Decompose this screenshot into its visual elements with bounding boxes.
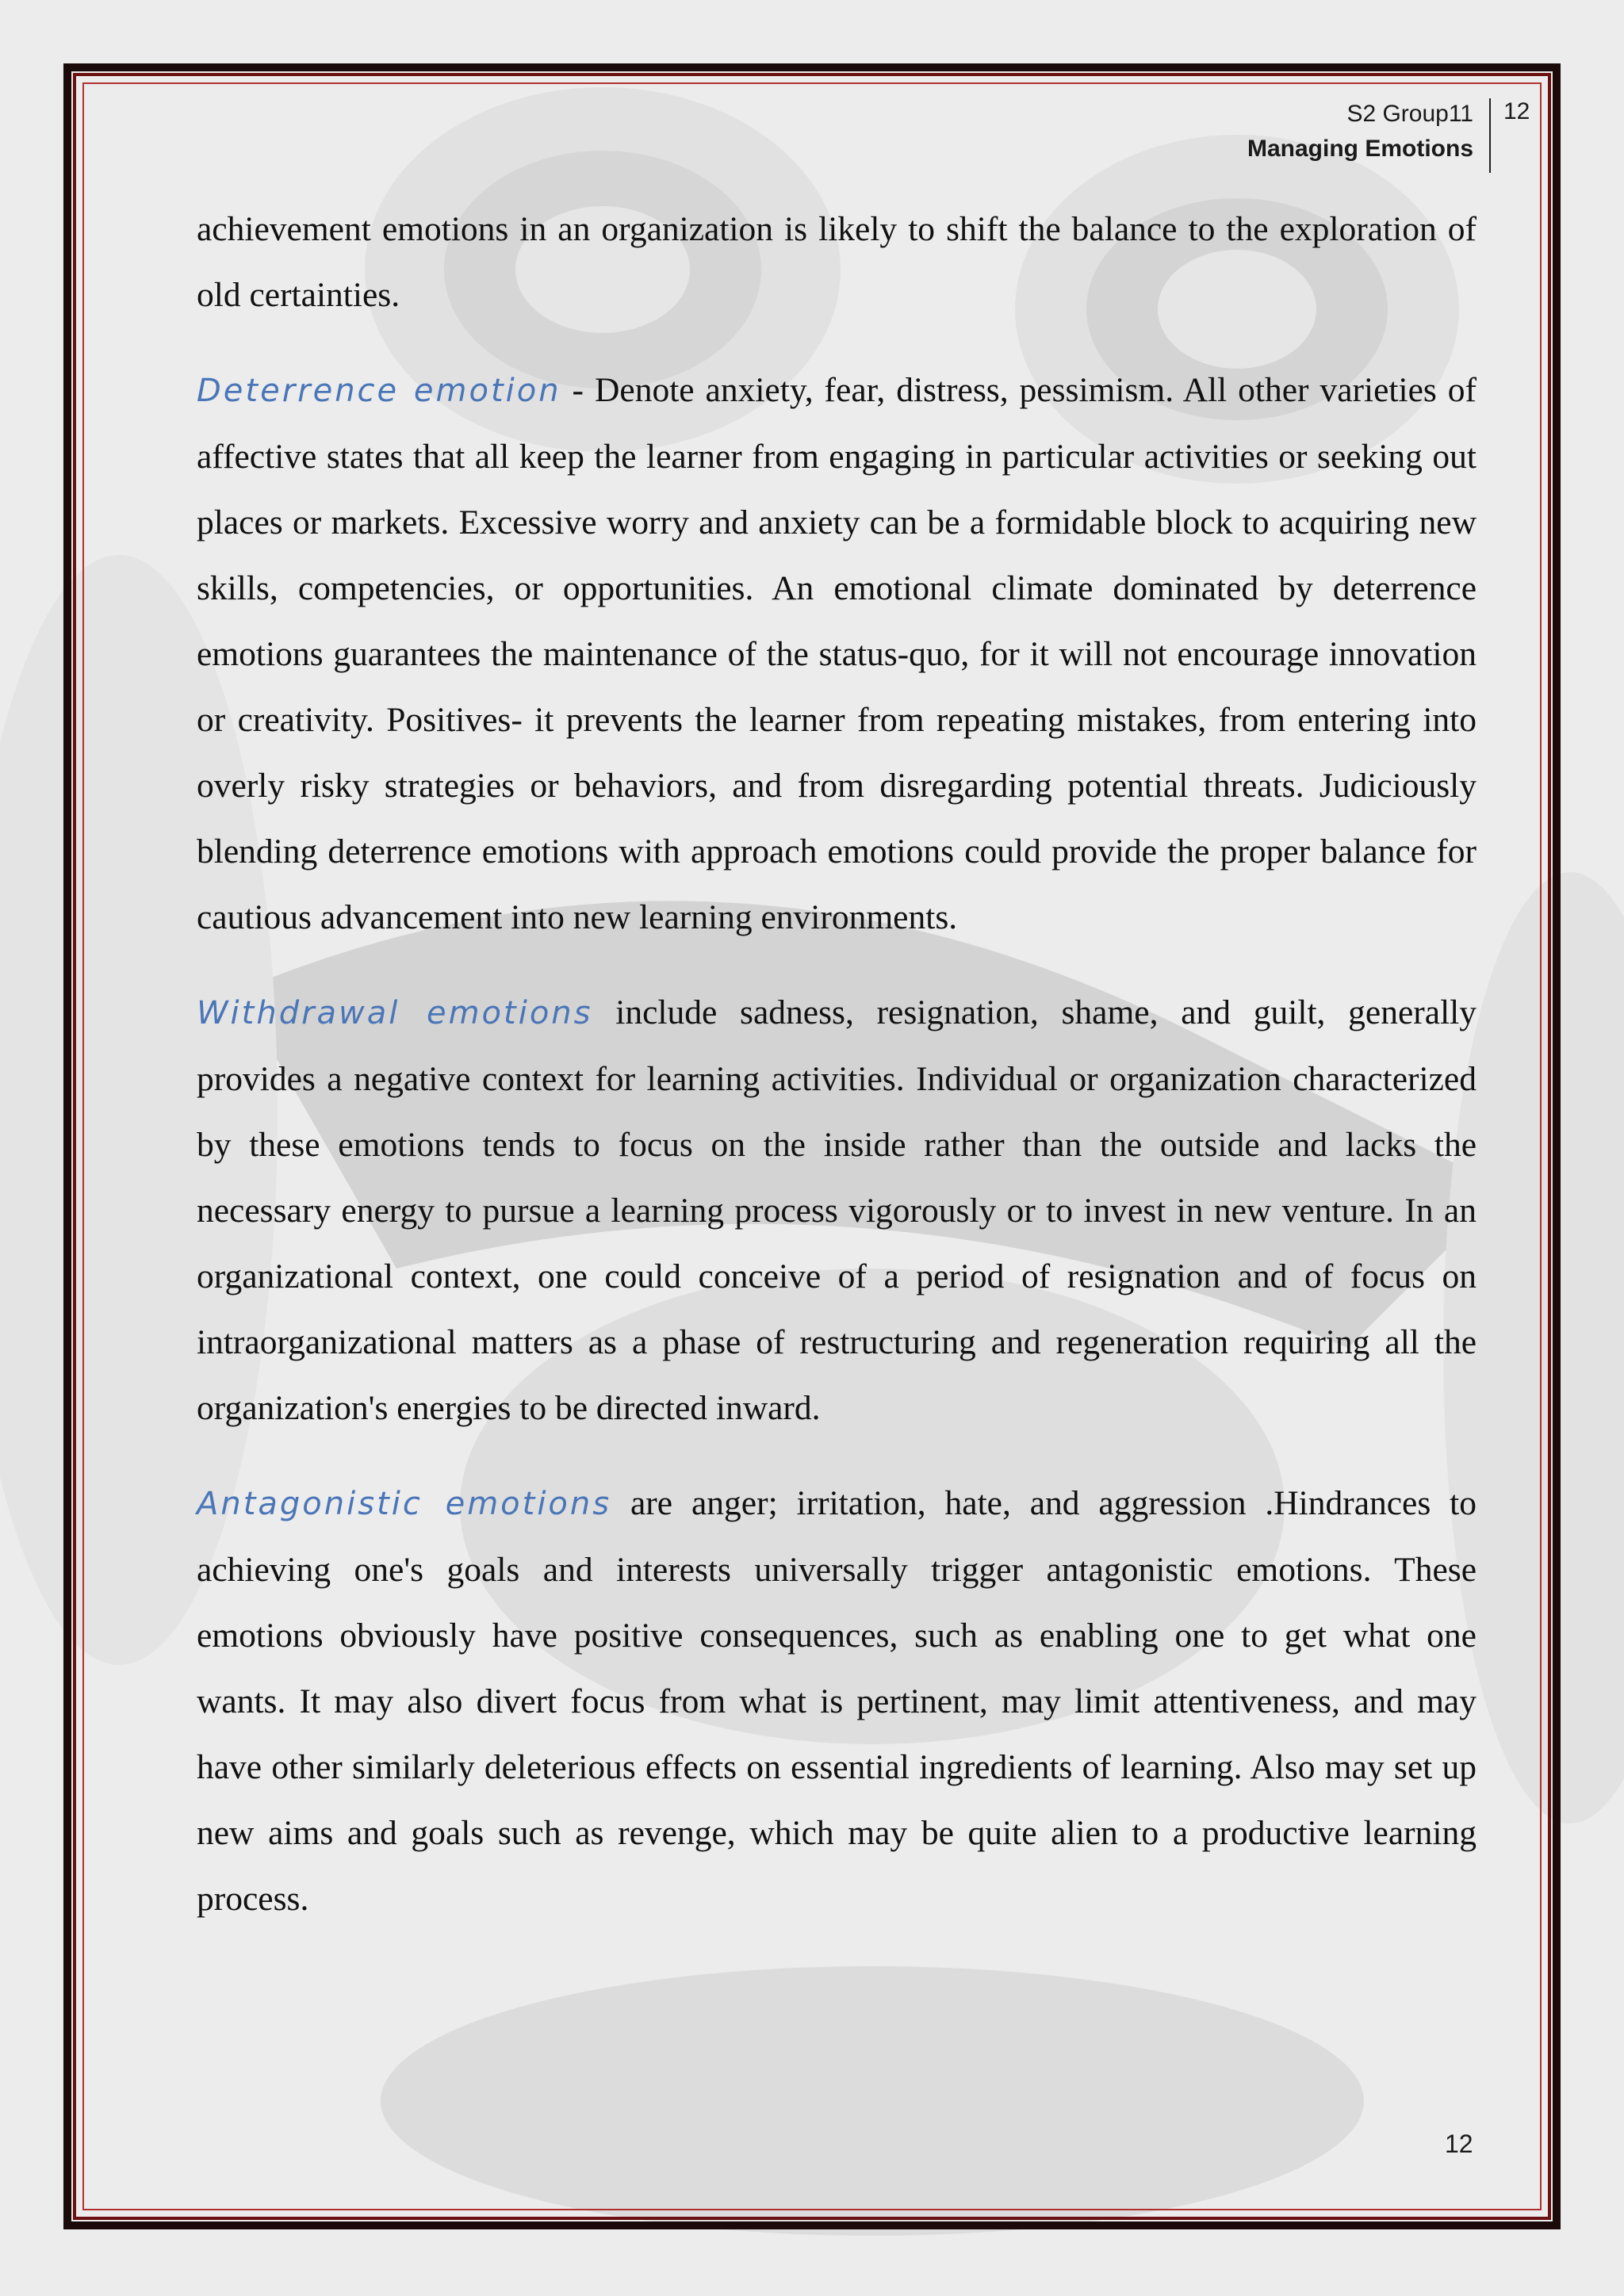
paragraph-text: - Denote anxiety, fear, distress, pessimism. All other varieties of affective states that all keep the learner from engaging in particular activities or seeking out places or markets. Excessive worry and anxiety can be a formidable block to acquiring new skills, competencies, or opportunities. An emotional climate dominated by deterrence emotions guarantees the maintenance of the status-quo, for it will not encourage innovation or creativity. Positives- it prevents the learner from repeating mistakes, from entering into overly risky strategies or behaviors, and from disregarding potential threats. Judiciously blending deterrence emotions with approach emotions could provide the proper balance for cautious advancement into new learning environments. bbox=[197, 371, 1477, 936]
header-divider bbox=[1489, 98, 1491, 173]
term-antagonistic-emotions: Antagonistic emotions bbox=[197, 1486, 612, 1522]
header-group-name: S2 Group11 bbox=[1346, 101, 1473, 127]
paragraph-withdrawal bbox=[197, 980, 1477, 1441]
paragraph-text: achievement emotions in an organization is likely to shift the balance to the exploration of old certainties. bbox=[197, 210, 1477, 314]
header-topic: Managing Emotions bbox=[1247, 136, 1473, 162]
header-page-number: 12 bbox=[1503, 98, 1530, 124]
term-deterrence-emotion: Deterrence emotion bbox=[197, 373, 561, 409]
term-withdrawal-emotions: Withdrawal emotions bbox=[197, 995, 593, 1031]
body-text bbox=[197, 197, 1477, 1961]
paragraph-text: include sadness, resignation, shame, and guilt, generally provides a negative context for learning activities. Individual or organization characterized by these emotions tends to focus on the inside rather than the outside and lacks the necessary energy to pursue a learning process vigorously or to invest in new venture. In an organizational context, one could conceive of a period of resignation and of focus on intraorganizational matters as a phase of restructuring and regeneration requiring all the organization's energies to be directed inward. bbox=[197, 993, 1477, 1427]
running-header bbox=[1247, 97, 1473, 166]
paragraph-deterrence bbox=[197, 358, 1477, 951]
paragraph-antagonistic bbox=[197, 1471, 1477, 1932]
footer-page-number: 12 bbox=[1445, 2130, 1473, 2158]
paragraph-continuation bbox=[197, 197, 1477, 328]
paragraph-text: are anger; irritation, hate, and aggression .Hindrances to achieving one's goals and interests universally trigger antagonistic emotions. These emotions obviously have positive consequences, such as enabling one to get what one wants. It may also divert focus from what is pertinent, may limit attentiveness, and may have other similarly deleterious effects on essential ingredients of learning. Also may set up new aims and goals such as revenge, which may be quite alien to a productive learning process. bbox=[197, 1484, 1477, 1918]
